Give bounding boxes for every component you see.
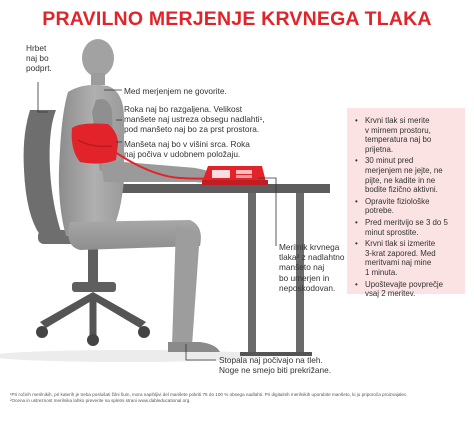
label-arm-cuff-size: Roka naj bo razgaljena. Velikost manšete naj ustreza obsegu nadlahti¹, pod manšeto naj bo za prst prostora. <box>124 104 265 135</box>
tip-item: • Upoštevajte povprečje vsaj 2 meritev. <box>353 280 461 299</box>
page-title: PRAVILNO MERJENJE KRVNEGA TLAKA <box>42 8 432 30</box>
footnotes <box>10 392 470 404</box>
bp-monitor-device <box>202 166 268 185</box>
tip-item: • Krvni tlak si izmerite 3-krat zapored. Med meritvami naj mine 1 minuta. <box>353 239 461 277</box>
label-back-support: Hrbet naj bo podprt. <box>26 43 52 74</box>
footnote-2: ²Ocena in ustreznost merilnika lahko preverite na spletni strani www.dableducational.org. <box>10 398 191 403</box>
tip-item: • Krvni tlak si merite v mirnem prostoru, temperatura naj bo prijetna. <box>353 116 461 154</box>
label-cuff-heart-level: Manšeta naj bo v višini srca. Roka naj počiva v udobnem položaju. <box>124 139 250 160</box>
blood-pressure-cuff <box>72 124 118 164</box>
label-device-calibrated: Merilnik krvnega tlaka² z nadlahtno manšeto naj bo umerjen in neposkodovan. <box>279 242 345 293</box>
tips-list <box>347 108 465 299</box>
tips-panel <box>347 108 465 299</box>
label-no-talking: Med merjenjem ne govorite. <box>124 86 227 96</box>
tip-item: • Opravite fiziološke potrebe. <box>353 197 461 216</box>
label-feet-floor: Stopala naj počivajo na tleh. Noge ne smejo biti prekrižane. <box>219 355 332 376</box>
tip-item: • 30 minut pred merjenjem ne jejte, ne pijte, ne kadite in ne bodite fizično aktivni. <box>353 156 461 194</box>
tip-item: • Pred meritvijo se 3 do 5 minut sprostite. <box>353 218 461 237</box>
footnote-1: ¹Pri ročnih merilnikih, pri katerih je treba poslušati žilni šum, mora napihljivi del manšete pokriti 75 do 100 % obsega nadlahti. Pri digitalnih merilnikih uporabite manšeto, ki jo priporoča proizvajalec. <box>10 392 408 397</box>
